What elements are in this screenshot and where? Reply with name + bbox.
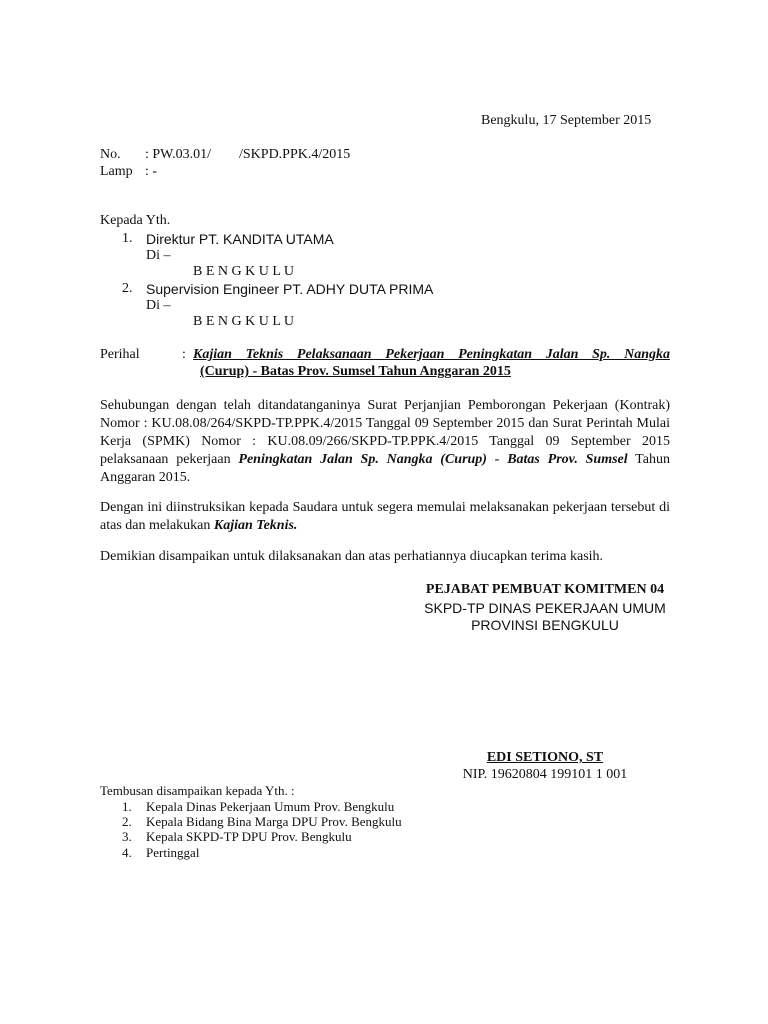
signatory-title: PEJABAT PEMBUAT KOMITMEN 04 xyxy=(425,582,665,597)
recipient-number: 2. xyxy=(122,281,133,296)
subject-label: Perihal xyxy=(100,347,140,362)
paragraph-text: Sehubungan dengan telah ditandatanganinya Surat Perjanjian Pemborongan Pekerjaan (Kontrak) Nomor : KU.08.08/264/SKPD-TP.PPK.4/2015 Tanggal 09 September 2015 dan Surat Perintah Mulai Kerja (SPMK) Nomor : KU.08.09/266/SKPD-TP.PPK.4/2015 Tanggal 09 September 2015 pelaksanaan pekerjaan xyxy=(100,398,670,467)
subject-colon: : xyxy=(182,347,186,362)
recipient-number: 1. xyxy=(122,231,133,246)
cc-item: Pertinggal xyxy=(146,845,200,860)
cc-number: 4. xyxy=(122,845,132,860)
cc-number: 1. xyxy=(122,799,132,814)
subject-line-2: (Curup) - Batas Prov. Sumsel Tahun Anggaran 2015 xyxy=(200,364,511,379)
place-date: Bengkulu, 17 September 2015 xyxy=(481,113,652,128)
recipient-city: B E N G K U L U xyxy=(193,314,294,329)
letter-number-label: No. xyxy=(100,147,121,162)
signatory-office: SKPD-TP DINAS PEKERJAAN UMUM xyxy=(424,600,666,616)
cc-item: Kepala SKPD-TP DPU Prov. Bengkulu xyxy=(146,829,352,844)
greeting: Kepada Yth. xyxy=(100,213,171,228)
signatory-name: EDI SETIONO, ST xyxy=(486,750,604,765)
cc-number: 3. xyxy=(122,829,132,844)
signatory-nip: NIP. 19620804 199101 1 001 xyxy=(462,767,628,782)
attachment-value: : - xyxy=(145,164,158,179)
signatory-province: PROVINSI BENGKULU xyxy=(471,617,619,633)
attachment-label: Lamp xyxy=(100,164,133,179)
letter-number-value: : PW.03.01/ /SKPD.PPK.4/2015 xyxy=(145,147,351,162)
kajian-teknis-emphasis: Kajian Teknis. xyxy=(213,518,298,533)
cc-number: 2. xyxy=(122,814,132,829)
body-paragraph-3: Demikian disampaikan untuk dilaksanakan dan atas perhatiannya diucapkan terima kasih. xyxy=(100,549,604,564)
paragraph-text: Tahun Anggaran 2015. xyxy=(100,452,670,485)
subject-line-1: Kajian Teknis Pelaksanaan Pekerjaan Peningkatan Jalan Sp. Nangka xyxy=(193,347,670,362)
recipient-name: Direktur PT. KANDITA UTAMA xyxy=(146,231,334,247)
cc-heading: Tembusan disampaikan kepada Yth. : xyxy=(100,783,295,798)
recipient-city: B E N G K U L U xyxy=(193,264,294,279)
cc-item: Kepala Dinas Pekerjaan Umum Prov. Bengkulu xyxy=(146,799,395,814)
recipient-di: Di – xyxy=(146,248,171,263)
recipient-di: Di – xyxy=(146,298,171,313)
body-paragraph-2 xyxy=(100,499,670,535)
paragraph-text: Dengan ini diinstruksikan kepada Saudara untuk segera memulai melaksanakan pekerjaan tersebut di atas dan melakukan xyxy=(100,500,670,533)
recipient-name: Supervision Engineer PT. ADHY DUTA PRIMA xyxy=(146,281,434,297)
cc-item: Kepala Bidang Bina Marga DPU Prov. Bengkulu xyxy=(146,814,402,829)
project-name-emphasis: Peningkatan Jalan Sp. Nangka (Curup) - Batas Prov. Sumsel xyxy=(238,452,628,467)
body-paragraph-1 xyxy=(100,397,670,487)
